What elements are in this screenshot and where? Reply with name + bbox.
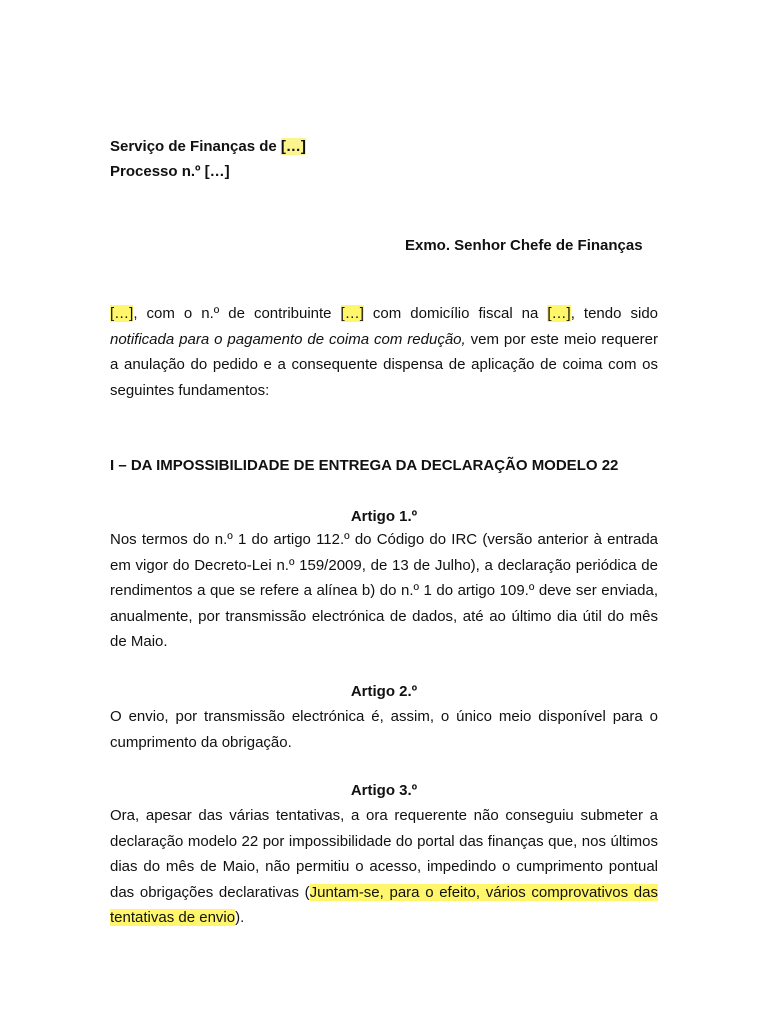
intro-text-2: com domicílio fiscal na: [363, 305, 548, 322]
article-3-highlight: Juntam-se, para o efeito, vários comprovativos das tentativas de envio: [110, 883, 658, 926]
article-1-title: Artigo 1.º: [350, 508, 418, 525]
salutation: Exmo. Senhor Chefe de Finanças: [405, 237, 643, 254]
intro-text-1: , com o n.º de contribuinte: [133, 305, 341, 322]
intro-paragraph: [110, 301, 658, 403]
tax-office-line: [110, 137, 306, 157]
article-1-text: Nos termos do n.º 1 do artigo 112.º do Código do IRC (versão anterior à entrada em vigor do Decreto-Lei n.º 159/2009, de 13 de Julho), a declaração periódica de rendimentos a que se refere a alínea b) do n.º 1 do artigo 109.º deve ser enviada, anualmente, por transmissão electrónica de dados, até ao último dia útil do mês de Maio.: [110, 531, 658, 650]
name-placeholder: […]: [110, 305, 134, 322]
notification-italic: notificada para o pagamento de coima com redução,: [110, 330, 466, 348]
process-number: Processo n.º […]: [110, 163, 230, 180]
tax-office-placeholder: […]: [280, 138, 306, 155]
article-3-text-main: Ora, apesar das várias tentativas, a ora requerente não conseguiu submeter a declaração modelo 22 por impossibilidade do portal das finanças que, nos últimos dias do mês de Maio, não permitiu o acesso, impedindo o cumprimento pontual das obrigações declarativas (: [110, 807, 658, 901]
intro-text-4: vem por este meio requerer a anulação do pedido e a consequente dispensa de aplicação de coima com os seguintes fundamentos:: [110, 330, 659, 399]
domicile-placeholder: […]: [547, 305, 571, 322]
article-3-text-end: ).: [235, 909, 245, 926]
taxpayer-number-placeholder: […]: [340, 305, 364, 322]
article-3-title: Artigo 3.º: [350, 782, 418, 799]
tax-office-label: Serviço de Finanças de: [110, 138, 281, 155]
article-2-text: O envio, por transmissão electrónica é, assim, o único meio disponível para o cumprimento da obrigação.: [110, 708, 658, 751]
article-2-title: Artigo 2.º: [350, 683, 418, 700]
article-3-text: [110, 803, 658, 931]
intro-text-3: , tendo sido: [570, 305, 658, 322]
section-title: I – DA IMPOSSIBILIDADE DE ENTREGA DA DECLARAÇÃO MODELO 22: [110, 457, 619, 474]
